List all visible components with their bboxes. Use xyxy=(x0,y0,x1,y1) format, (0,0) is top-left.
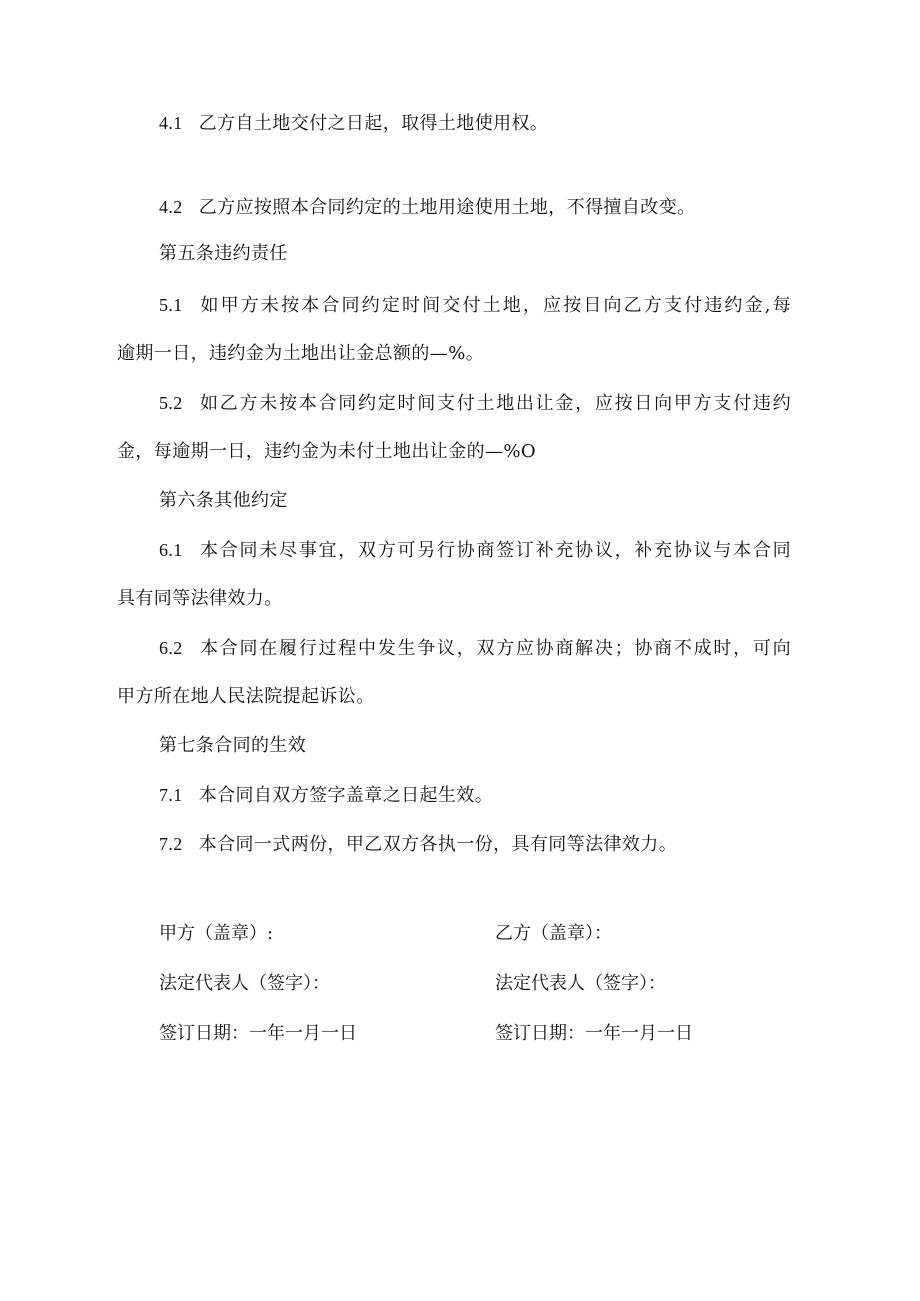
clause-number: 4.1 xyxy=(159,113,183,133)
party-a-representative-label: 法定代表人（签字）： xyxy=(159,973,330,994)
clause-text: 如乙方未按本合同约定时间支付土地出让金，应按日向甲方支付违约 xyxy=(198,393,791,414)
clause-number: 6.2 xyxy=(159,638,183,658)
article-7-heading: 第七条合同的生效 xyxy=(159,735,307,756)
clause-4-2 xyxy=(159,198,849,217)
clause-number: 5.2 xyxy=(159,393,183,413)
article-6-heading: 第六条其他约定 xyxy=(159,490,288,511)
clause-5-2 xyxy=(159,394,791,413)
party-a-signing-date: 签订日期：一年一月一日 xyxy=(159,1023,357,1044)
clause-text: 乙方应按照本合同约定的土地用途使用土地，不得擅自改变。 xyxy=(198,197,696,218)
clause-7-2 xyxy=(159,835,849,854)
clause-7-1 xyxy=(159,786,849,805)
clause-number: 5.1 xyxy=(159,295,183,315)
clause-number: 6.1 xyxy=(159,540,183,560)
clause-text: 本合同自双方签字盖章之日起生效。 xyxy=(198,785,494,806)
party-b-representative-label: 法定代表人（签字）： xyxy=(495,973,666,994)
clause-5-2-continued: 金，每逾期一日，违约金为未付土地出让金的—%O xyxy=(117,441,537,462)
clause-6-2 xyxy=(159,639,791,658)
clause-text: 乙方自土地交付之日起，取得土地使用权。 xyxy=(198,113,549,134)
clause-number: 7.2 xyxy=(159,834,183,854)
party-a-seal-label: 甲方（盖章）: xyxy=(159,923,274,944)
clause-5-1-continued: 逾期一日，违约金为土地出让金总额的—%。 xyxy=(117,343,485,364)
clause-6-1-continued: 具有同等法律效力。 xyxy=(117,588,283,609)
clause-text: 本合同一式两份，甲乙双方各执一份，具有同等法律效力。 xyxy=(198,834,678,855)
clause-number: 7.1 xyxy=(159,785,183,805)
party-b-seal-label: 乙方（盖章）： xyxy=(495,923,612,944)
article-5-heading: 第五条违约责任 xyxy=(159,243,288,264)
clause-text: 本合同在履行过程中发生争议，双方应协商解决；协商不成时，可向 xyxy=(198,638,791,659)
clause-4-1 xyxy=(159,114,849,133)
clause-text: 本合同未尽事宜，双方可另行协商签订补充协议，补充协议与本合同 xyxy=(198,540,791,561)
clause-number: 4.2 xyxy=(159,197,183,217)
clause-6-1 xyxy=(159,541,791,560)
clause-6-2-continued: 甲方所在地人民法院提起诉讼。 xyxy=(117,686,375,707)
clause-text: 如甲方未按本合同约定时间交付土地，应按日向乙方支付违约金,每 xyxy=(198,295,791,316)
party-b-signing-date: 签订日期：一年一月一日 xyxy=(495,1023,693,1044)
clause-5-1 xyxy=(159,296,791,315)
